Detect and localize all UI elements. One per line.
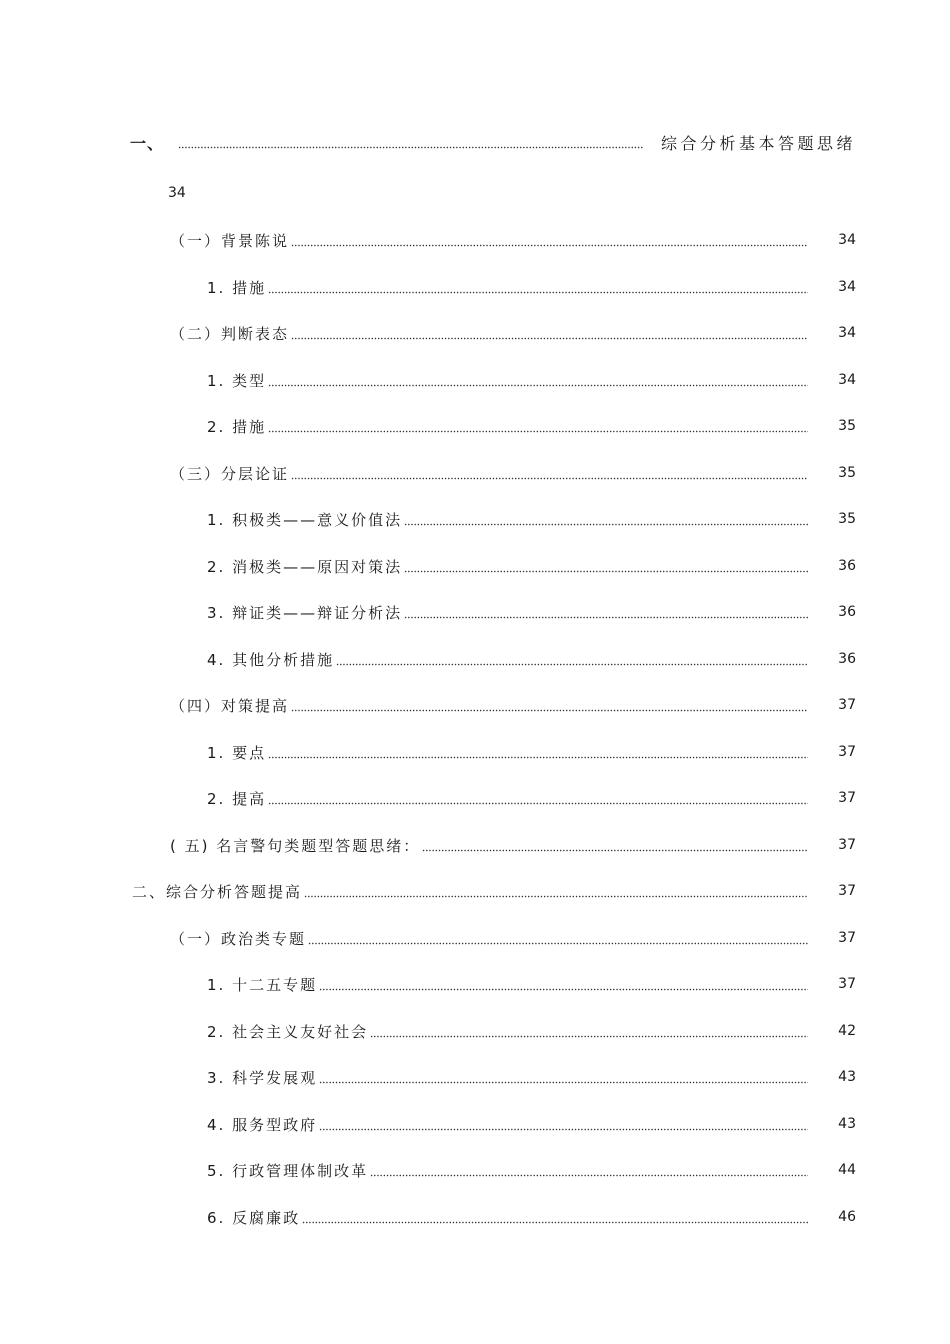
toc-entry[interactable] (207, 415, 856, 437)
dot-leader (178, 131, 643, 153)
toc-entry[interactable] (207, 276, 856, 298)
toc-entry[interactable] (207, 1066, 856, 1088)
toc-entry-label: 3. 辩证类——辩证分析法 (207, 603, 403, 622)
toc-page-number: 43 (838, 1069, 856, 1085)
toc-entry-label: 3. 科学发展观 (207, 1068, 318, 1087)
toc-entry[interactable] (207, 369, 856, 391)
dot-leader (370, 1020, 808, 1042)
dot-leader (268, 741, 808, 763)
toc-page-number: 34 (838, 279, 856, 295)
toc-entry-label: （一）政治类专题 (170, 929, 307, 948)
dot-leader (308, 927, 808, 949)
toc-entry[interactable] (170, 694, 856, 716)
toc-entry[interactable] (207, 787, 856, 809)
dot-leader (268, 276, 808, 298)
toc-page-number: 42 (838, 1023, 856, 1039)
dot-leader (268, 369, 808, 391)
toc-page-number: 37 (838, 744, 856, 760)
toc-entry-chapter-1[interactable] (130, 130, 856, 154)
toc-entry-label: （四）对策提高 (170, 696, 290, 715)
toc-entry-label: 4. 其他分析措施 (207, 650, 335, 669)
toc-page-number: 34 (168, 185, 186, 201)
toc-entry-label: 5. 行政管理体制改革 (207, 1161, 369, 1180)
toc-entry[interactable] (207, 601, 856, 623)
toc-entry[interactable] (207, 1113, 856, 1135)
toc-entry[interactable] (207, 508, 856, 530)
toc-page-number: 37 (838, 790, 856, 806)
dot-leader (291, 229, 808, 251)
toc-entry[interactable] (207, 973, 856, 995)
toc-entry-label: 2. 社会主义友好社会 (207, 1022, 369, 1041)
dot-leader (404, 508, 808, 530)
dot-leader (291, 462, 808, 484)
toc-page-number: 37 (838, 930, 856, 946)
toc-entry[interactable] (207, 648, 856, 670)
dot-leader (422, 834, 808, 856)
dot-leader (319, 1113, 808, 1135)
toc-entry-label: 1. 要点 (207, 743, 267, 762)
toc-page-number: 43 (838, 1116, 856, 1132)
dot-leader (304, 880, 808, 902)
dot-leader (319, 1066, 808, 1088)
toc-entry-label: 1. 积极类——意义价值法 (207, 510, 403, 529)
toc-page-number: 36 (838, 651, 856, 667)
toc-entry-label: （三）分层论证 (170, 464, 290, 483)
toc-entry[interactable] (170, 462, 856, 484)
toc-entry-label: 二、综合分析答题提高 (132, 882, 303, 901)
toc-entry-label: （二）判断表态 (170, 324, 290, 343)
toc-entry-title: 综合分析基本答题思绪 (660, 133, 856, 153)
toc-entry[interactable] (207, 1206, 856, 1228)
dot-leader (291, 694, 808, 716)
dot-leader (404, 601, 808, 623)
toc-page-number: 37 (838, 976, 856, 992)
toc-entry-label: 6. 反腐廉政 (207, 1208, 301, 1227)
toc-entry-label: 2. 消极类——原因对策法 (207, 557, 403, 576)
toc-page-number: 44 (838, 1162, 856, 1178)
toc-entry[interactable] (132, 880, 856, 902)
toc-page-number: 35 (838, 418, 856, 434)
toc-entry-label: （一）背景陈说 (170, 231, 290, 250)
dot-leader (291, 322, 808, 344)
toc-page-number: 34 (838, 372, 856, 388)
toc-entry-label: 1. 措施 (207, 278, 267, 297)
dot-leader (336, 648, 808, 670)
toc-entry-number: 一、 (130, 133, 165, 153)
toc-entry[interactable] (207, 741, 856, 763)
toc-page-number: 35 (838, 465, 856, 481)
dot-leader (268, 415, 808, 437)
toc-page-number: 34 (838, 232, 856, 248)
toc-entry[interactable] (170, 322, 856, 344)
toc-page-number: 37 (838, 697, 856, 713)
toc-page-number: 36 (838, 604, 856, 620)
toc-page-number: 35 (838, 511, 856, 527)
toc-page-number: 36 (838, 558, 856, 574)
toc-entry-label: 1. 十二五专题 (207, 975, 318, 994)
toc-entry-label: 4. 服务型政府 (207, 1115, 318, 1134)
toc-page-number: 46 (838, 1209, 856, 1225)
toc-entry[interactable] (207, 555, 856, 577)
toc-entry[interactable] (170, 927, 856, 949)
toc-page-number: 37 (838, 837, 856, 853)
toc-entry-label: 2. 措施 (207, 417, 267, 436)
toc-entry[interactable] (170, 834, 856, 856)
toc-entry-label: 2. 提高 (207, 789, 267, 808)
toc-entry[interactable] (170, 229, 856, 251)
dot-leader (302, 1206, 808, 1228)
dot-leader (404, 555, 808, 577)
toc-entry-label: ( 五) 名言警句类题型答题思绪： (170, 836, 421, 855)
toc-entry[interactable] (207, 1020, 856, 1042)
toc-page-number: 37 (838, 883, 856, 899)
toc-page-number: 34 (838, 325, 856, 341)
dot-leader (319, 973, 808, 995)
dot-leader (268, 787, 808, 809)
toc-entry[interactable] (207, 1159, 856, 1181)
toc-entry-label: 1. 类型 (207, 371, 267, 390)
dot-leader (370, 1159, 808, 1181)
